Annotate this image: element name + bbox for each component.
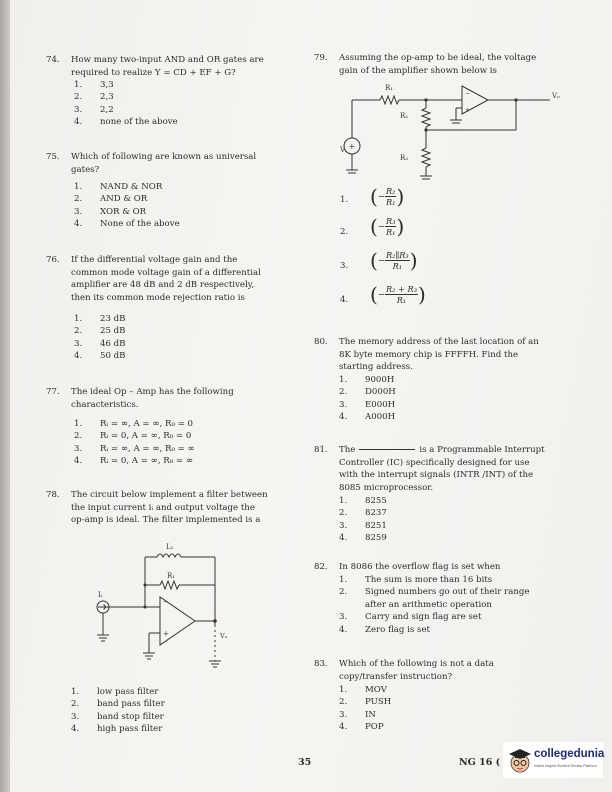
question-number: 79. xyxy=(314,53,328,63)
vo-label: Vₒ xyxy=(552,92,560,100)
question-text: Which of following are known as universal gates? xyxy=(71,152,257,175)
r3-label: R₃ xyxy=(400,154,409,162)
question-number: 76. xyxy=(46,255,60,265)
svg-text:+: + xyxy=(163,630,169,638)
r2-label: R₂ xyxy=(400,112,409,120)
option-1: 1. (− $\frac{\text{R₂}}{\text{R₁}}$) xyxy=(340,184,405,209)
question-text: If the differential voltage gain and the common mode voltage gain of a differential amplifier are 48 dB and 2 dB respectively, then its common mode rejection ratio is xyxy=(71,255,261,303)
question-text: Assuming the op-amp to be ideal, the voltage gain of the amplifier shown below is xyxy=(339,53,537,76)
page-edge-shadow xyxy=(0,0,10,792)
question-text: How many two-input AND and OR gates are required to realize Y = CD + EF + G? xyxy=(71,55,264,78)
question-number: 75. xyxy=(46,152,60,162)
r3-symbol xyxy=(422,148,430,167)
r2-symbol xyxy=(422,108,430,127)
option-3: 3. (− $\frac{\text{R₂∥R₃}}{\text{R₁}}$) xyxy=(340,248,418,273)
question-text: The ideal Op – Amp has the following characteristics. xyxy=(71,387,234,410)
source-plus-sign: + xyxy=(348,142,356,151)
option-4: 4. (− $\frac{\text{R₂ + R₃}}{\text{R₁}}$) xyxy=(340,282,426,307)
question-number: 83. xyxy=(314,659,328,669)
filter-circuit-diagram xyxy=(75,535,255,685)
watermark-logo xyxy=(503,742,603,778)
question-number: 82. xyxy=(314,562,328,572)
amplifier-circuit-diagram xyxy=(340,78,570,183)
svg-text:−: − xyxy=(163,598,169,606)
option-2: 2. (− $\frac{\text{R₃}}{\text{R₁}}$) xyxy=(340,214,405,239)
r1-label: R₁ xyxy=(385,84,394,92)
question-number: 81. xyxy=(314,445,328,455)
question-text: In 8086 the overflow flag is set when xyxy=(339,562,501,572)
page-number: 35 xyxy=(298,757,312,768)
question-79-options xyxy=(340,186,480,318)
question-text: The circuit below implement a filter between the input current iᵢ and output voltage the op-amp is ideal. The filter implemented is a xyxy=(71,490,268,526)
source-label: Iᵢ xyxy=(98,591,103,599)
question-number: 74. xyxy=(46,55,60,65)
brand-name: collegedunia xyxy=(534,748,605,760)
fill-in-blank xyxy=(359,449,415,450)
question-text: The is a Programmable Interrupt Controller (IC) specifically designed for use with the interrupt signals (INTR /INT) of the 8085 microprocessor. xyxy=(339,445,545,493)
question-text: The memory address of the last location of an 8K byte memory chip is FFFFH. Find the starting address. xyxy=(339,337,539,373)
inductor-label: L₁ xyxy=(166,543,174,551)
question-text: Which of the following is not a data copy/transfer instruction? xyxy=(339,659,494,682)
question-number: 78. xyxy=(46,490,60,500)
resistor-label: R₁ xyxy=(167,572,176,580)
vi-label: Vᵢ xyxy=(340,146,347,154)
inductor-symbol xyxy=(157,554,181,557)
svg-text:+: + xyxy=(465,107,471,114)
output-label: Vₒ xyxy=(220,632,228,640)
question-number: 80. xyxy=(314,337,328,347)
question-number: 77. xyxy=(46,387,60,397)
r1-symbol xyxy=(380,96,399,104)
brand-tagline: India's largest Student Review Platform xyxy=(534,764,597,768)
svg-text:−: − xyxy=(465,90,471,97)
graduate-avatar-icon xyxy=(507,746,533,774)
resistor-symbol xyxy=(160,581,179,589)
page-code: NG 16 ( xyxy=(459,757,501,768)
